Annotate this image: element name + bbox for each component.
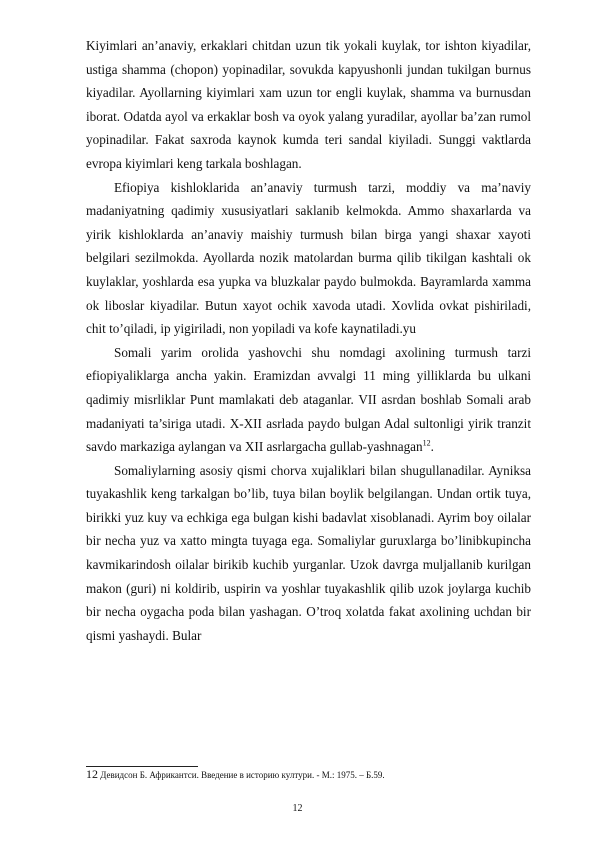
paragraph-3-end: . [430,439,434,455]
footnote-number: 12 [86,767,98,781]
paragraph-3 [86,341,531,459]
paragraph-2-text: Efiopiya kishloklarida an’anaviy turmush tarzi, moddiy va ma’naviy madaniyatning qadimiy xususiyatlari saklanib kelmokda. Ammo shaxarlarda va yirik kishloklarda an’anaviy maishiy turmush bilan birga yangi shaxar xayoti belgilari sezilmokda. Ayollarda nozik matolardan burma qilib tikilgan kashtali ok kuylaklar, yoshlarda esa yupka va bluzkalar paydo bulmokda. Bayramlarda xamma ok liboslar kiyadilar. Butun xayot ochik xavoda utadi. Xovlida ovkat pishiriladi, chit to’qiladi, ip yigiriladi, non yopiladi va kofe kaynatiladi.yu [86,179,531,337]
paragraph-4-text: Somaliylarning asosiy qismi chorva xujaliklari bilan shugullanadilar. Ayniksa tuyakashlik keng tarkalgan bo’lib, tuya bilan boylik belgilangan. Undan ortik tuya, birikki yuz kuy va echkiga ega bulgan kishi badavlat xisoblanadi. Ayrim boy oilalar bir necha yuz va xatto mingta tuyaga ega. Somaliylar guruxlarga bo’linibkupincha kavmikarindosh oilalar birikib kuchib yurganlar. Uzok davrga muljallanib kurilgan makon (guri) ni koldirib, uspirin va yoshlar tuyakashlik qilib uzok joylarga kuchib bir necha oygacha poda bilan yashagan. O’troq xolatda fakat axolining uchdan bir qismi yashaydi. Bular [86,462,531,643]
footnote-text: Девидсон Б. Африкантси. Введение в историю култури. - М.: 1975. – Б.59. [100,770,385,780]
paragraph-4 [86,459,531,648]
footnote-divider [86,766,198,767]
paragraph-1-text: Kiyimlari an’anaviy, erkaklari chitdan uzun tik yokali kuylak, tor ishton kiyadilar, ustiga shamma (chopon) yopinadilar, sovukda kapyushonli jundan tukilgan burnus kiyadilar. Ayollarning kiyimlari xam uzun tor engli kuylak, shamma va burnusdan iborat. Odatda ayol va erkaklar bosh va oyok yalang yuradilar, ayollar ba’zan rumol yopinadilar. Fakat saxroda kaynok kumda teri sandal kiyiladi. Sunggi vaktlarda evropa kiyimlari keng tarkala boshlagan. [86,38,531,171]
footnote [86,768,531,781]
footnote-reference[interactable]: 12 [422,438,431,448]
page-number: 12 [292,803,303,814]
paragraph-1 [86,34,531,176]
paragraph-3-text: Somali yarim orolida yashovchi shu nomdagi axolining turmush tarzi efiopiyaliklarga ancha yakin. Eramizdan avvalgi 11 ming yilliklarda bu ulkani qadimiy misrliklar Punt mamlakati deb ataganlar. VII asrdan boshlab Somali arab madaniyati ta’siriga utadi. X-XII asrlada paydo bulgan Adal sultonligi yirik tranzit savdo markaziga aylangan va XII asrlargacha gullab-yashnagan [86,344,531,455]
page-body [86,34,531,647]
paragraph-2 [86,176,531,341]
